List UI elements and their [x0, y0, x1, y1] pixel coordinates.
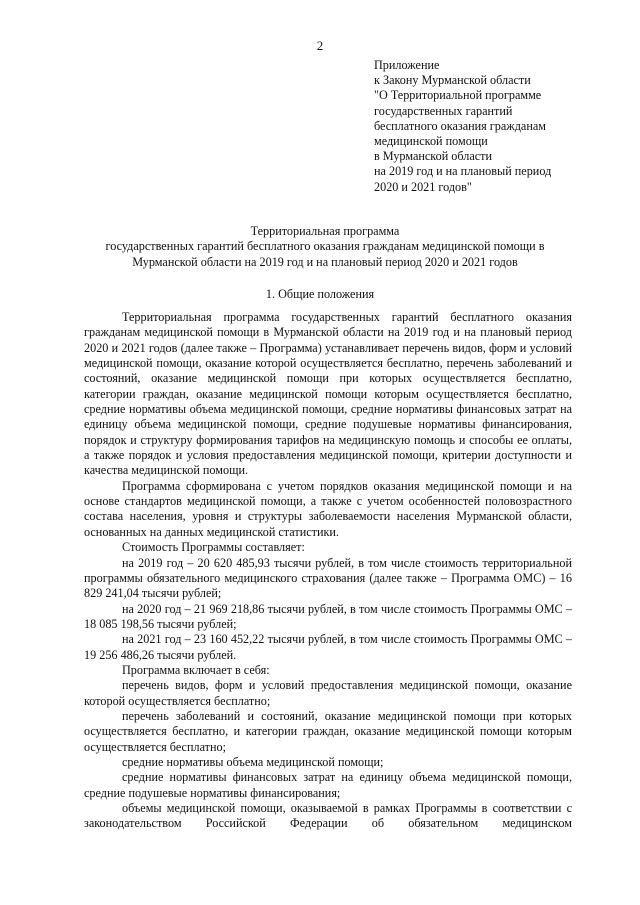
paragraph: средние нормативы объема медицинской помощи;: [122, 754, 384, 769]
title-line: государственных гарантий бесплатного оказания гражданам медицинской помощи в: [105, 239, 545, 254]
appendix-line: Приложение: [374, 58, 440, 72]
paragraph: Программа сформирована с учетом порядков оказания медицинской помощи и на основе стандартов медицинской помощи, а также с учетом особенностей половозрастного состава населения, уровня и структуры заболеваемости населения Мурманской области, основанных на данных медицинской статистики.: [84, 478, 572, 539]
paragraph: объемы медицинской помощи, оказываемой в рамках Программы в соответствии с законодательством Российской Федерации об обязательном медицинском: [84, 801, 572, 831]
paragraph: на 2020 год – 21 969 218,86 тысячи рублей, в том числе стоимость Программы ОМС –18 085 198,56 тысячи рублей;: [84, 601, 572, 631]
paragraph: перечень заболеваний и состояний, оказание медицинской помощи при которых осуществляется бесплатно, и категории граждан, оказание медицинской помощи которым осуществляется бесплатно;: [84, 708, 572, 754]
page-number: 2: [316, 38, 324, 53]
appendix-line: на 2019 год и на плановый период: [374, 164, 552, 179]
paragraph: на 2019 год – 20 620 485,93 тысячи рублей, в том числе стоимость территориальной программы обязательного медицинского страхования (далее также – Программа ОМС) – 16 829 241,04 тысячи рублей;: [84, 555, 572, 601]
section-heading: 1. Общие положения: [265, 287, 375, 301]
paragraph: Территориальная программа государственных гарантий бесплатного оказания гражданам медицинской помощи в Мурманской области на 2019 год и на плановый период 2020 и 2021 годов (далее также – Программа) устанавливает перечень видов, форм и условий медицинской помощи, оказание которой осуществляется бесплатно, перечень заболеваний и состояний, оказание медицинской помощи при которых осуществляется бесплатно, категории граждан, оказание медицинской помощи которым осуществляется бесплатно, средние нормативы объема медицинской помощи, средние нормативы финансовых затрат на единицу объема медицинской помощи, средние подушевые нормативы финансирования, порядок и структуру формирования тарифов на медицинскую помощь и способы ее оплаты, а также порядок и условия предоставления медицинской помощи, критерии доступности и качества медицинской помощи.: [84, 310, 572, 478]
paragraph: перечень видов, форм и условий предоставления медицинской помощи, оказание которой осуществляется бесплатно;: [84, 678, 572, 708]
appendix-line: к Закону Мурманской области: [374, 73, 531, 88]
title-line: Мурманской области на 2019 год и на плановый период 2020 и 2021 годов: [132, 254, 518, 269]
paragraph: Стоимость Программы составляет:: [122, 540, 305, 555]
paragraph: средние нормативы финансовых затрат на единицу объема медицинской помощи, средние подушевые нормативы финансирования;: [84, 770, 572, 800]
appendix-line: медицинской помощи: [374, 134, 488, 149]
appendix-header: [374, 58, 614, 195]
appendix-line: 2020 и 2021 годов": [374, 179, 472, 194]
appendix-line: государственных гарантий: [374, 103, 513, 118]
program-title: [75, 224, 575, 270]
title-line: Территориальная программа: [250, 224, 400, 238]
paragraph: на 2021 год – 23 160 452,22 тысячи рублей, в том числе стоимость Программы ОМС – 19 256 486,26 тысячи рублей.: [84, 632, 572, 662]
appendix-line: бесплатного оказания гражданам: [374, 118, 546, 133]
appendix-line: в Мурманской области: [374, 149, 493, 164]
document-body: [84, 310, 572, 832]
paragraph: Программа включает в себя:: [122, 662, 270, 677]
appendix-line: "О Территориальной программе: [374, 88, 542, 103]
